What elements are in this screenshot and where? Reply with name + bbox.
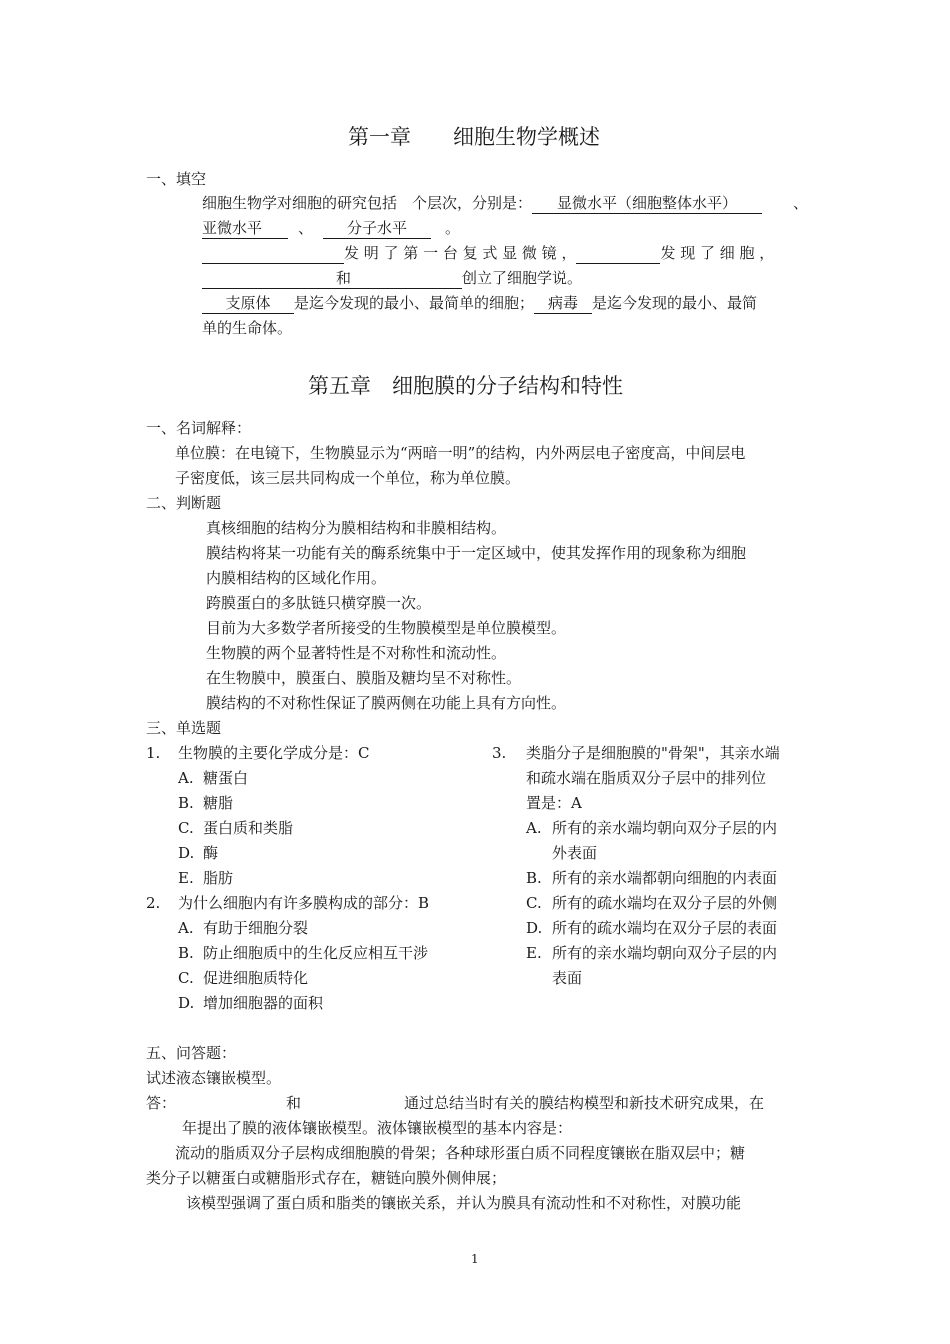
option-key: C. [526, 894, 542, 912]
fill-line-1-sep: 、 [792, 194, 808, 212]
q3-option [526, 866, 777, 890]
option-text: 所有的亲水端都朝向细胞的内表面 [552, 869, 778, 887]
question-3-number: 3. [492, 744, 507, 762]
cell-theory-and-text: 和 [336, 269, 352, 287]
q2-option [178, 966, 308, 990]
q1-option [178, 791, 233, 815]
option-text: 酶 [203, 844, 219, 862]
blank-microscope-inventor [202, 244, 344, 264]
fill-line-2-end: 。 [445, 219, 461, 237]
qa-answer-line-1: 通过总结当时有关的膜结构模型和新技术研究成果，在 [404, 1094, 765, 1112]
fill-line-5 [202, 291, 757, 315]
option-key: E. [178, 869, 194, 887]
question-2-number: 2. [146, 894, 161, 912]
option-key: B. [178, 944, 194, 962]
question-3-text-line: 和疏水端在脂质双分子层中的排列位 [526, 769, 767, 787]
qa-answer-and: 和 [286, 1094, 302, 1112]
blank-cell-discoverer [576, 244, 660, 264]
option-key: A. [178, 919, 194, 937]
option-text: 所有的疏水端均在双分子层的外侧 [552, 894, 778, 912]
question-3-text-line: 类脂分子是细胞膜的"骨架"，其亲水端 [526, 744, 780, 762]
blank-answer-virus: 病毒 [534, 294, 592, 314]
qa-answer-line-2: 年提出了膜的液体镶嵌模型。液体镶嵌模型的基本内容是： [182, 1119, 573, 1137]
option-key: D. [526, 919, 543, 937]
chapter1-title: 第一章 细胞生物学概述 [348, 125, 600, 149]
option-text: 促进细胞质特化 [203, 969, 309, 987]
tf-item: 内膜相结构的区域化作用。 [206, 569, 387, 587]
qa-heading: 五、问答题： [146, 1044, 237, 1062]
blank-answer-micro-level: 显微水平（细胞整体水平） [532, 194, 762, 214]
option-text: 糖蛋白 [203, 769, 249, 787]
true-false-heading: 二、判断题 [146, 494, 222, 512]
option-text: 糖脂 [203, 794, 234, 812]
q3-option-cont: 表面 [552, 969, 583, 987]
option-text: 增加细胞器的面积 [203, 994, 324, 1012]
fill-line-3-text-a: 发 明 了 第 一 台 复 式 显 微 镜 ， [344, 244, 577, 262]
fill-line-3-text-b: 发 现 了 细 胞 ， [660, 244, 775, 262]
fill-line-5-text-a: 是迄今发现的最小、最简单的细胞； [294, 294, 535, 312]
unit-membrane-def-line-2: 子密度低，该三层共同构成一个单位，称为单位膜。 [175, 469, 521, 487]
tf-item: 膜结构将某一功能有关的酶系统集中于一定区域中，使其发挥作用的现象称为细胞 [206, 544, 747, 562]
q3-option [526, 891, 777, 915]
fill-line-4 [202, 266, 582, 290]
question-1-number: 1. [146, 744, 161, 762]
qa-answer-line-5: 该模型强调了蛋白质和脂类的镶嵌关系，并认为膜具有流动性和不对称性，对膜功能 [186, 1194, 742, 1212]
chapter5-title: 第五章 细胞膜的分子结构和特性 [308, 374, 623, 398]
q1-option [178, 766, 248, 790]
tf-item: 在生物膜中，膜蛋白、膜脂及糖均呈不对称性。 [206, 669, 522, 687]
fill-line-4-text: 创立了细胞学说。 [462, 269, 583, 287]
option-key: C. [178, 969, 194, 987]
option-text: 所有的亲水端均朝向双分子层的内 [552, 944, 778, 962]
option-text: 防止细胞质中的生化反应相互干涉 [203, 944, 429, 962]
option-key: E. [526, 944, 542, 962]
tf-item: 生物膜的两个显著特性是不对称性和流动性。 [206, 644, 507, 662]
option-key: A. [178, 769, 194, 787]
q2-option [178, 941, 428, 965]
option-text: 脂肪 [203, 869, 234, 887]
q3-option [526, 816, 777, 840]
term-explain-heading: 一、名词解释： [146, 419, 252, 437]
q1-option [178, 816, 293, 840]
tf-item: 真核细胞的结构分为膜相结构和非膜相结构。 [206, 519, 507, 537]
qa-answer-line-4: 类分子以糖蛋白或糖脂形式存在，糖链向膜外侧伸展； [146, 1169, 507, 1187]
fill-line-1-text: 细胞生物学对细胞的研究包括 个层次，分别是： [202, 194, 533, 212]
option-key: C. [178, 819, 194, 837]
q2-option [178, 991, 323, 1015]
q3-option-cont: 外表面 [552, 844, 598, 862]
question-2-text: 为什么细胞内有许多膜构成的部分：B [178, 894, 430, 912]
q2-option [178, 916, 308, 940]
qa-answer-line-3: 流动的脂质双分子层构成细胞膜的骨架；各种球形蛋白质不同程度镶嵌在脂双层中；糖 [175, 1144, 746, 1162]
q1-option [178, 866, 233, 890]
option-key: D. [178, 994, 195, 1012]
page-number: 1 [471, 1252, 479, 1266]
blank-answer-mycoplasma: 支原体 [202, 294, 294, 314]
question-3-text-line: 置是：A [526, 794, 582, 812]
option-key: D. [178, 844, 195, 862]
option-key: B. [178, 794, 194, 812]
blank-answer-submicro-level: 亚微水平 [202, 219, 288, 239]
qa-answer-label: 答： [146, 1094, 177, 1112]
option-text: 所有的亲水端均朝向双分子层的内 [552, 819, 778, 837]
fill-line-2-sep: 、 [298, 219, 314, 237]
tf-item: 目前为大多数学者所接受的生物膜模型是单位膜模型。 [206, 619, 567, 637]
question-1-text: 生物膜的主要化学成分是：C [178, 744, 370, 762]
option-text: 所有的疏水端均在双分子层的表面 [552, 919, 778, 937]
tf-item: 跨膜蛋白的多肽链只横穿膜一次。 [206, 594, 432, 612]
tf-item: 膜结构的不对称性保证了膜两侧在功能上具有方向性。 [206, 694, 567, 712]
q3-option [526, 916, 777, 940]
cell-theory-and [336, 269, 462, 289]
option-key: B. [526, 869, 542, 887]
unit-membrane-def-line-1: 单位膜：在电镜下，生物膜显示为“两暗一明”的结构，内外两层电子密度高，中间层电 [175, 444, 746, 462]
option-text: 蛋白质和类脂 [203, 819, 294, 837]
fill-line-3 [202, 241, 774, 265]
fill-line-6: 单的生命体。 [202, 319, 293, 337]
blank-answer-molecular-level: 分子水平 [323, 219, 431, 239]
option-text: 有助于细胞分裂 [203, 919, 309, 937]
fill-blank-heading: 一、填空 [146, 170, 207, 188]
blank-cell-theory-founder-1 [202, 269, 336, 289]
fill-line-2 [202, 216, 460, 240]
fill-line-5-text-b: 是迄今发现的最小、最简 [592, 294, 758, 312]
option-key: A. [526, 819, 542, 837]
single-choice-heading: 三、单选题 [146, 719, 222, 737]
fill-line-1 [202, 191, 808, 215]
q1-option [178, 841, 218, 865]
qa-question: 试述液态镶嵌模型。 [146, 1069, 282, 1087]
q3-option [526, 941, 777, 965]
